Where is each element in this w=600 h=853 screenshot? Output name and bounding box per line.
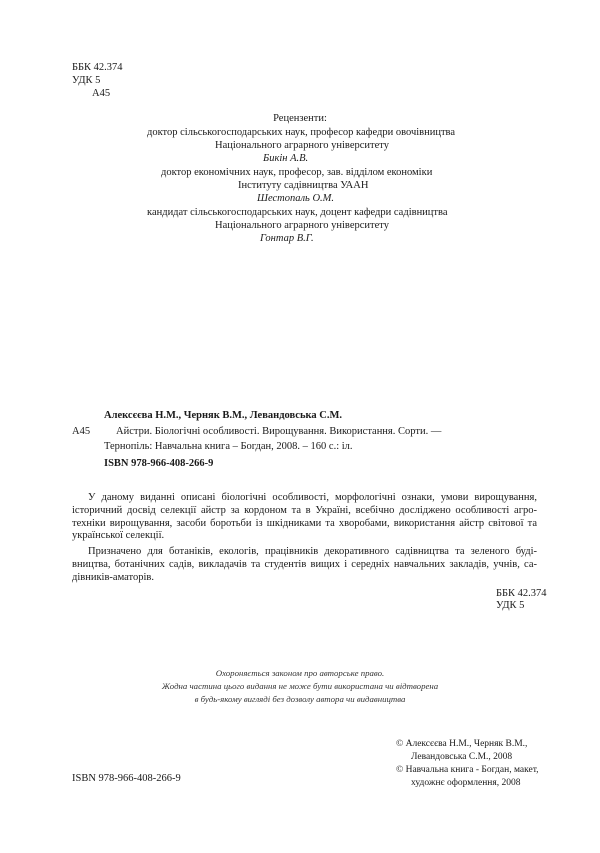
copyright-notice-line-2: Жодна частина цього видання не може бути використана чи відтворена <box>161 681 439 691</box>
abstract-p2-line: Призначено для ботаніків, екологів, працівників декоративного садівництва та зеленого буді- <box>88 546 537 557</box>
abstract-bbk: ББК 42.374 <box>496 588 547 599</box>
abstract-p2-line: дівників-аматорів. <box>72 571 155 583</box>
copyright-authors-line-2: Левандовська С.М., 2008 <box>411 752 513 762</box>
reviewers-title: Рецензенти: <box>273 113 327 124</box>
abstract-p2-line: вництва, ботанічних садів, викладачів та студентів вищих і середніх навчальних закладів, учнів, са- <box>72 558 537 570</box>
copyright-publisher-line-1: © Навчальна книга - Богдан, макет, <box>396 765 539 775</box>
reviewer-3-position: кандидат сільськогосподарських наук, доцент кафедри садівництва <box>147 207 448 218</box>
copyright-publisher-line-2: художнє оформлення, 2008 <box>411 778 521 788</box>
catalog-isbn: ISBN 978-966-408-266-9 <box>104 458 214 469</box>
udk-code: УДК 5 <box>72 75 101 86</box>
catalog-authors: Алексєєва Н.М., Черняк В.М., Левандовська С.М. <box>104 410 343 421</box>
catalog-code: А45 <box>72 426 91 437</box>
abstract-p1-line: У даному виданні описані біологічні особливості, морфологічні ознаки, умови вирощування, <box>88 492 537 503</box>
abstract-paragraph-1 <box>72 492 537 543</box>
reviewer-1-institution: Національного аграрного університету <box>215 140 389 151</box>
catalog-title: Айстри. Біологічні особливості. Вирощування. Використання. Сорти. — <box>116 426 442 437</box>
abstract-p1-line: української селекції. <box>72 530 165 542</box>
copyright-notice-line-1: Охороняється законом про авторське право. <box>215 668 385 678</box>
reviewer-1-position: доктор сільськогосподарських наук, професор кафедри овочівництва <box>147 127 456 138</box>
copyright-authors-line-1: © Алексєєва Н.М., Черняк В.М., <box>396 739 528 749</box>
reviewer-2-name: Шестопаль О.М. <box>257 193 335 204</box>
reviewer-2-institution: Інституту садівництва УААН <box>238 180 369 191</box>
reviewer-1-name: Бикін А.В. <box>263 153 309 164</box>
copyright-notice-line-3: в будь-якому вигляді без дозволу автора чи видавництва <box>194 694 406 704</box>
abstract-udk: УДК 5 <box>496 600 525 611</box>
reviewer-3-institution: Національного аграрного університету <box>215 220 389 231</box>
abstract-p1-line: техніки вирощування, засоби боротьби із шкідниками та хворобами, використання айстр світової та <box>72 517 537 529</box>
abstract-paragraph-2 <box>72 546 537 584</box>
abstract-p1-line: історичний досвід селекції айстр за кордоном та в Україні, всебічно досліджено особливості агро- <box>72 504 537 516</box>
reviewer-2-position: доктор економічних наук, професор, зав. відділом економіки <box>161 167 433 178</box>
author-sign-code: А45 <box>92 88 111 99</box>
reviewer-3-name: Гонтар В.Г. <box>260 233 314 244</box>
footer-isbn: ISBN 978-966-408-266-9 <box>72 773 181 784</box>
catalog-publisher: Тернопіль: Навчальна книга – Богдан, 2008. – 160 с.: іл. <box>104 441 353 452</box>
bbk-code: ББК 42.374 <box>72 62 123 73</box>
